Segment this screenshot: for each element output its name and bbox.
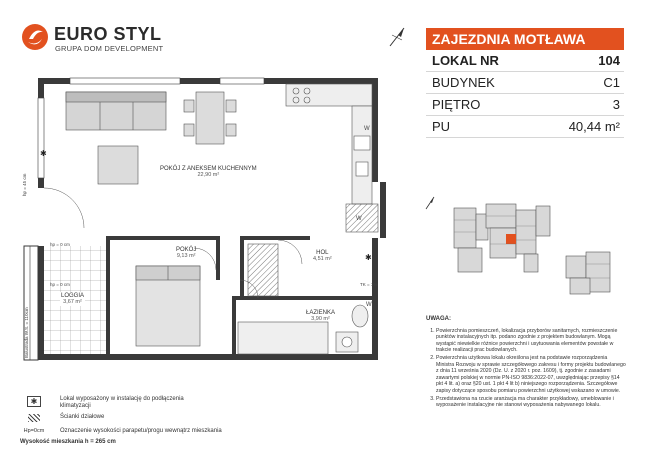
info-row-building: [426, 72, 624, 94]
bathroom-fixtures: [238, 305, 368, 354]
note-item: 2. Powierzchnia użytkowa lokalu określona jest na podstawie rozporządzenia Ministra Rozwoju w sprawie szczegółowego zakresu i formy projektu budowlanego z dnia 11 września 2020 (Dz. U. z 2020 r. poz. 1609), tj. zgodnie z zasadami zawartymi polskiej w normie PN-ISO 9836:2022-07, uwzględniając przepisy §14 pkt 4 lit. a) oraz §20 ust. 1 pkt 4 lit b) niniejszego rozporządzenia. Szczegółowe zapisy dotyczące sposobu pomiaru powierzchni użytkowej wskazano w umowie.: [436, 355, 626, 395]
bed: [136, 266, 200, 346]
room-label-bedroom: [176, 247, 196, 259]
threshold-height-note: hp = 0 cm: [50, 242, 70, 247]
legend-text: Ścianki działowe: [60, 414, 105, 420]
washing-machine-marker: W: [356, 216, 362, 222]
sill-height-note: hp = 45 cm: [22, 173, 27, 196]
legend-item-ac: [20, 396, 380, 410]
info-row-unit-number: [426, 50, 624, 72]
notes-title: UWAGA:: [426, 316, 451, 322]
legend-item-apartment-height: [20, 439, 380, 450]
room-name: HOL: [316, 250, 329, 256]
svg-text:✱: ✱: [40, 149, 47, 158]
company-logo: [20, 20, 170, 60]
legend-item-sill-height: [20, 428, 380, 439]
info-value: 3: [612, 97, 620, 112]
room-name: ŁAZIENKA: [306, 310, 336, 316]
room-label-loggia: [60, 292, 85, 306]
euro-styl-logo-icon: [20, 22, 50, 52]
note-item: 1. Powierzchnia pomieszczeń, lokalizacja przyborów sanitarnych, rozmieszczenie punktów instalacyjnych itp. podano zgodnie z projektem budowlanym. Mogą wystąpić niewielkie różnice powierzchni i usytuowania elementów powstałe w trakcie realizacji prac budowlanych.: [436, 328, 626, 354]
room-label-hall: [313, 250, 332, 262]
info-label: PIĘTRO: [432, 97, 481, 112]
kitchen-counter: [286, 84, 372, 204]
floor-slope-note: TK = 1%: [360, 282, 378, 287]
coffee-table: [98, 146, 138, 184]
legend: [20, 396, 380, 450]
washing-machine-marker: W: [364, 126, 370, 132]
room-name: POKÓJ Z ANEKSEM KUCHENNYM: [160, 166, 257, 172]
notes-section: [426, 316, 626, 410]
info-row-floor: [426, 94, 624, 116]
hatch-pattern-icon: [28, 414, 40, 422]
apartment-info-panel: [426, 28, 624, 138]
svg-text:✱: ✱: [365, 253, 372, 262]
floor-plan: [20, 70, 410, 370]
room-area: 9,13 m²: [176, 253, 196, 259]
radiator: [346, 204, 378, 232]
info-value: 40,44 m²: [568, 119, 620, 134]
info-row-usable-area: [426, 116, 624, 138]
notes-list: [426, 328, 626, 409]
info-value: C1: [603, 75, 620, 90]
balustrade-note: Balustrada W.S. = 110cm: [24, 307, 29, 358]
asterisk-icon: ✱: [27, 396, 41, 407]
washing-machine-marker: W: [366, 302, 372, 308]
project-title: ZAJEZDNIA MOTŁAWA: [426, 28, 624, 50]
compass-north-icon: [423, 196, 437, 210]
room-area: 3,90 m²: [311, 316, 330, 322]
room-label-living: [160, 166, 257, 178]
room-area: 22,90 m²: [197, 172, 220, 178]
logo-title: EURO STYL: [54, 24, 162, 44]
logo-subtitle: GRUPA DOM DEVELOPMENT: [55, 44, 164, 53]
sofa: [66, 92, 166, 130]
room-area: 3,67 m²: [63, 299, 82, 305]
threshold-height-note: hp = 0 cm: [50, 282, 70, 287]
info-label: PU: [432, 119, 451, 134]
room-name: LOGGIA: [61, 293, 85, 299]
building-key-plan: [446, 200, 618, 300]
legend-item-partition-walls: [20, 414, 380, 428]
compass-north-icon: [386, 26, 408, 48]
legend-text: Wysokość mieszkania h = 265 cm: [20, 439, 116, 445]
legend-text: Lokal wyposażony w instalację do podłączenia klimatyzacji: [60, 396, 184, 409]
floor-plan-drawing: [20, 70, 410, 370]
wardrobe: [248, 244, 278, 296]
highlighted-unit-marker: [506, 234, 516, 244]
sill-height-symbol: Hp=0cm: [23, 428, 45, 434]
note-item: 3. Przedstawiona na rzucie aranżacja ma charakter przykładowy, umeblowanie i wyposażenie instalacyjne nie stanowi wyposażenia nabywanego lokalu.: [436, 396, 626, 409]
dining-table: [184, 92, 236, 144]
info-label: LOKAL NR: [432, 53, 499, 68]
room-name: POKÓJ: [176, 247, 197, 253]
room-area: 4,51 m²: [313, 256, 332, 262]
legend-text: Oznaczenie wysokości parapetu/progu wewnątrz mieszkania: [60, 428, 222, 434]
info-value: 104: [598, 53, 620, 68]
room-label-bathroom: [306, 310, 335, 322]
info-label: BUDYNEK: [432, 75, 495, 90]
